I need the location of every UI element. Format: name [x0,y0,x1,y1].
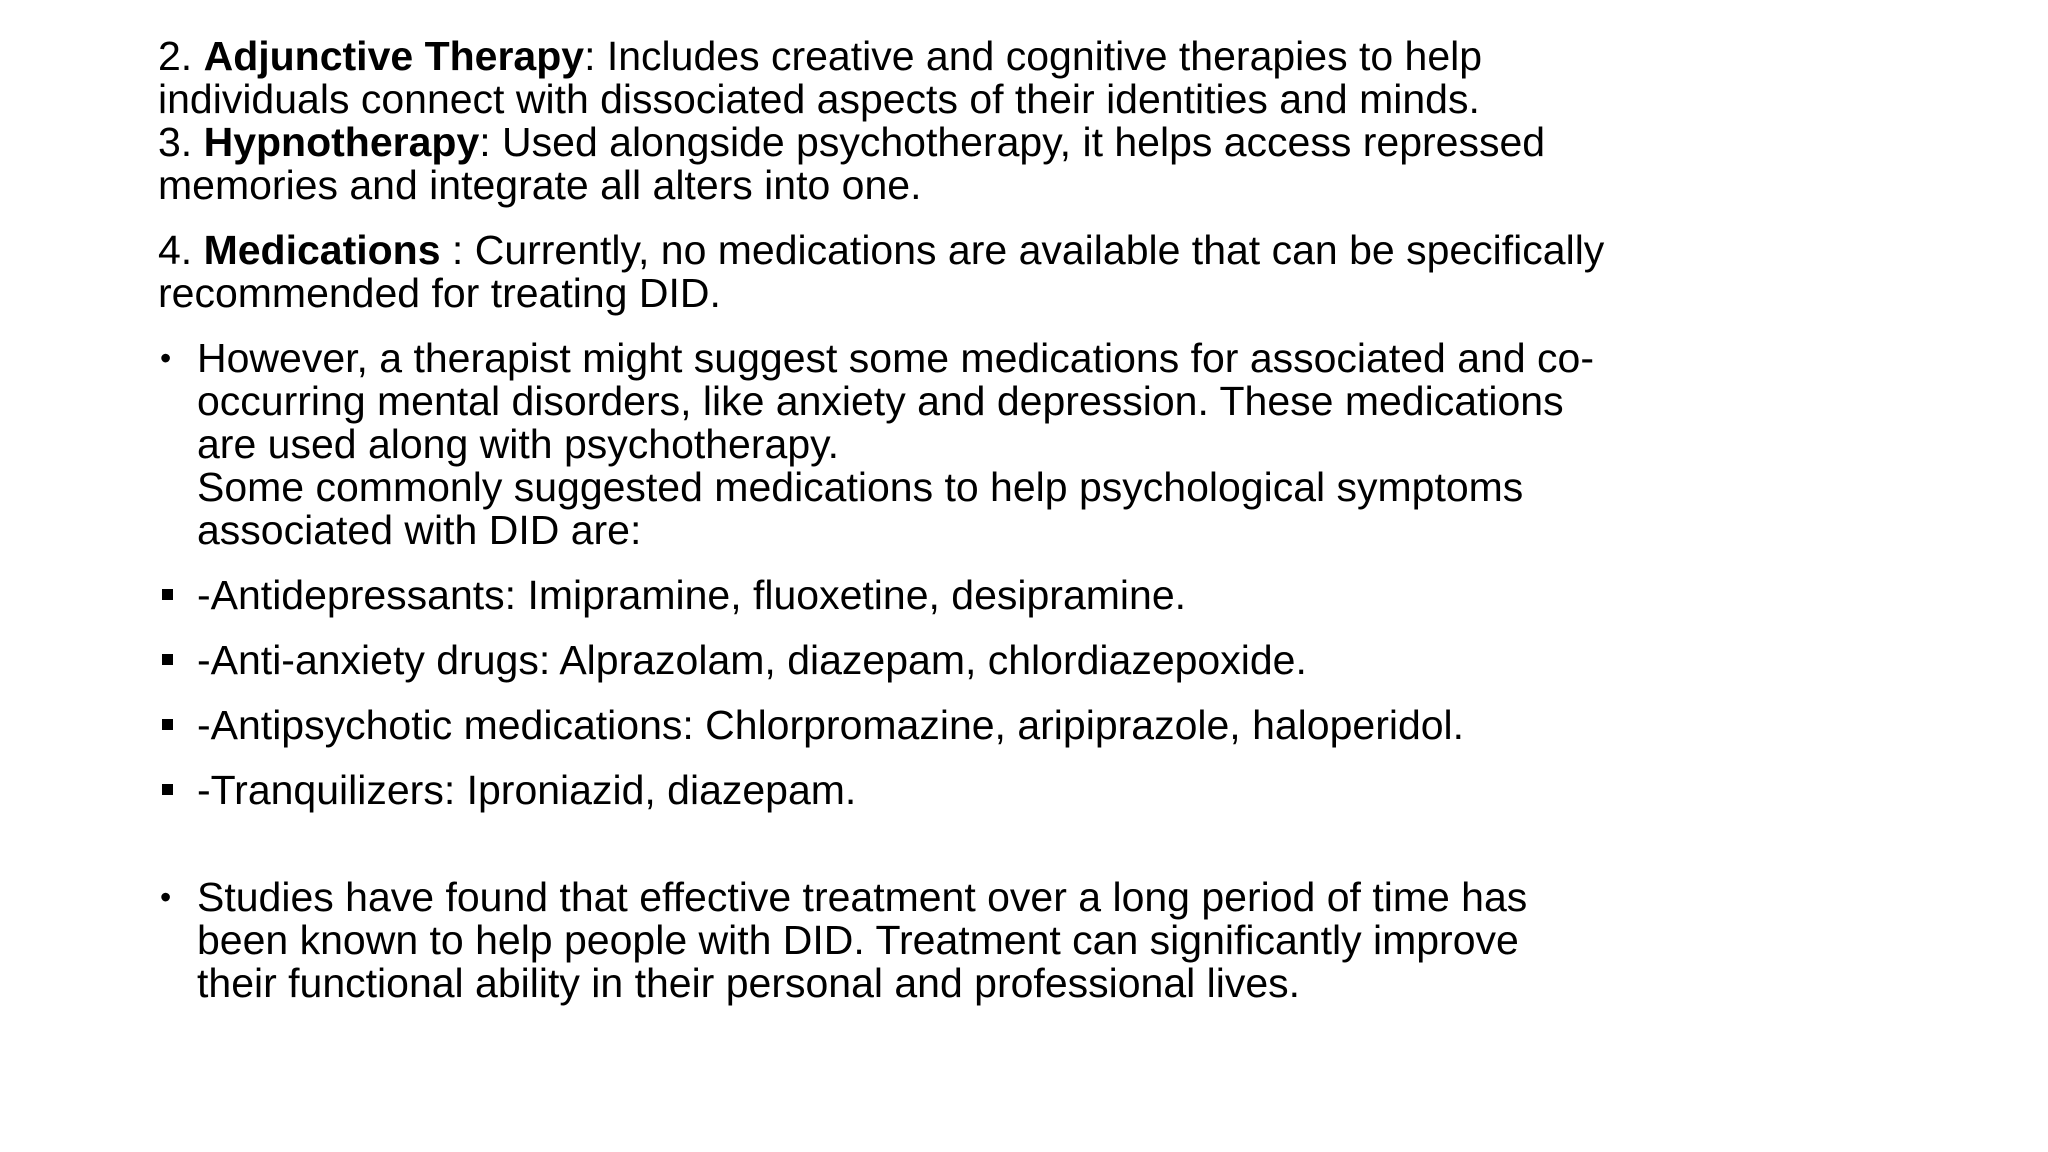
item-term: Hypnotherapy [203,119,480,165]
medication-text: -Anti-anxiety drugs: Alprazolam, diazepam, chlordiazepoxide. [197,637,1307,683]
square-bullet-icon [162,589,173,600]
item-description: : Currently, no medications are available that can be specifically [440,227,1605,273]
item-description-cont: memories and integrate all alters into one. [158,162,922,208]
item-number: 2. [158,33,204,79]
bullet-line: However, a therapist might suggest some medications for associated and co- [197,335,1594,381]
medication-text: -Antidepressants: Imipramine, fluoxetine, desipramine. [197,572,1187,618]
bullet-line: are used along with psychotherapy. [197,421,839,467]
item-description-cont: individuals connect with dissociated aspects of their identities and minds. [158,76,1480,122]
medication-text: -Antipsychotic medications: Chlorpromazine, aripiprazole, haloperidol. [197,702,1465,748]
medication-text: -Tranquilizers: Iproniazid, diazepam. [197,767,857,813]
item-description: : Includes creative and cognitive therapies to help [584,33,1483,79]
bullet-line: their functional ability in their personal and professional lives. [197,960,1301,1006]
medication-list-item [158,769,1858,812]
square-bullet-icon [162,784,173,795]
square-bullet-icon [162,719,173,730]
item-term: Medications [203,227,441,273]
medication-list-item [158,574,1858,617]
bullet-studies [158,876,1858,1005]
bullet-therapist-medications [158,337,1858,552]
item-number: 4. [158,227,204,273]
bullet-line: associated with DID are: [197,507,642,553]
item-adjunctive-therapy [158,35,1858,121]
medication-list-item [158,704,1858,747]
bullet-icon: • [160,879,172,915]
slide-body [158,35,1858,1005]
item-hypnotherapy [158,121,1858,207]
item-description-cont: recommended for treating DID. [158,270,721,316]
bullet-line: Some commonly suggested medications to help psychological symptoms [197,464,1524,510]
square-bullet-icon [162,654,173,665]
bullet-icon: • [160,340,172,376]
bullet-line: occurring mental disorders, like anxiety and depression. These medications [197,378,1564,424]
item-number: 3. [158,119,204,165]
medication-list-item [158,639,1858,682]
bullet-line: been known to help people with DID. Treatment can significantly improve [197,917,1519,963]
item-description: : Used alongside psychotherapy, it helps access repressed [479,119,1546,165]
item-term: Adjunctive Therapy [203,33,585,79]
bullet-line: Studies have found that effective treatment over a long period of time has [197,874,1528,920]
item-medications [158,229,1858,315]
